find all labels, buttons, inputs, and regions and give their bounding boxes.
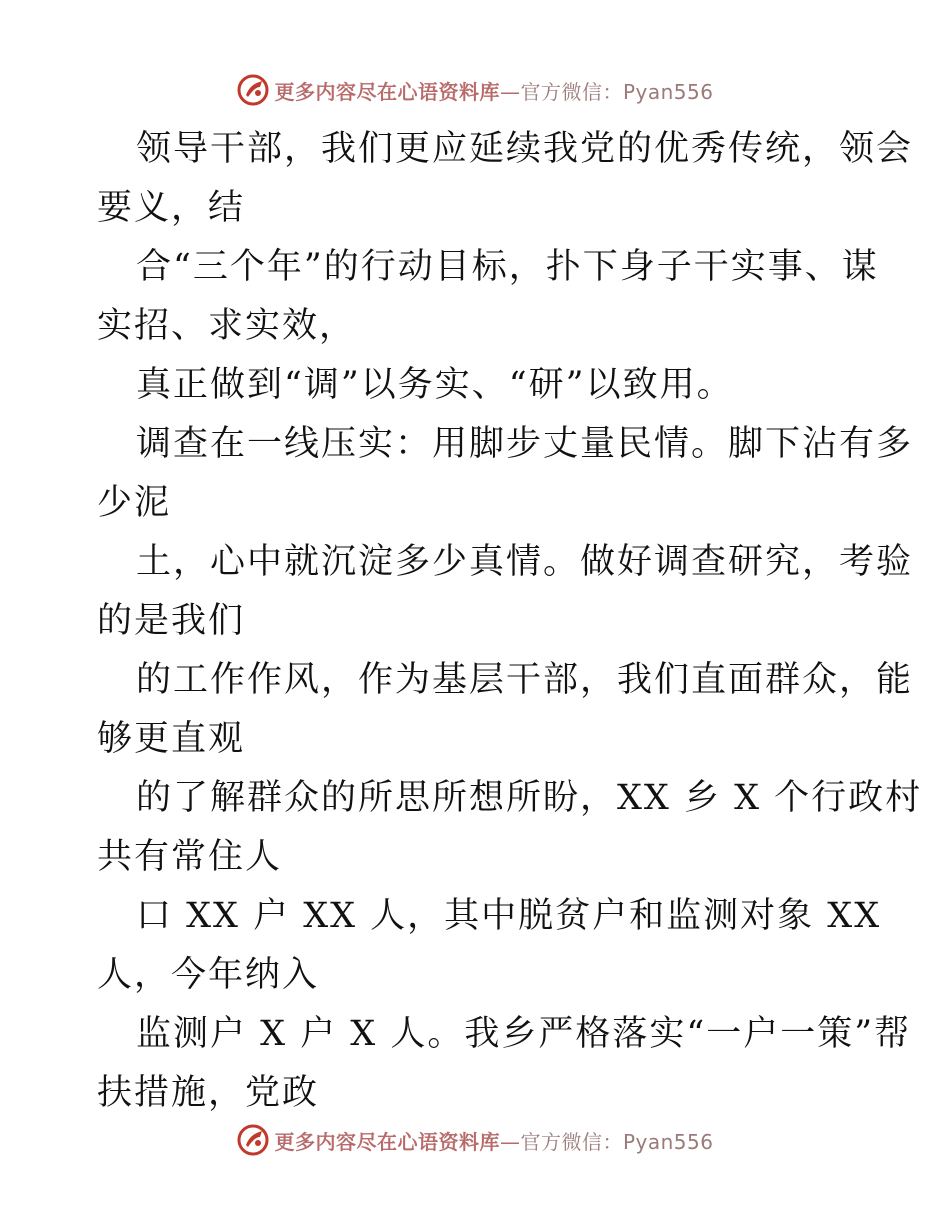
header-banner: [0, 70, 950, 110]
header-dash: —: [499, 79, 521, 104]
footer-wechat-text: 官方微信：Pyan556: [520, 1129, 714, 1154]
paragraph: 的工作作风，作为基层干部，我们直面群众，能 够更直观: [97, 660, 914, 759]
brand-logo-icon: [236, 73, 270, 107]
header-brand-text: 更多内容尽在心语资料库: [274, 79, 500, 104]
footer-banner: [0, 1120, 950, 1160]
paragraph: 土，心中就沉淀多少真情。做好调查研究，考验 的是我们: [97, 542, 914, 641]
footer-dash: —: [499, 1129, 521, 1154]
paragraph: 领导干部，我们更应延续我党的优秀传统，领会 要义，结: [97, 129, 914, 228]
paragraph: 口 XX 户 XX 人，其中脱贫户和监测对象 XX 人，今年纳入: [97, 896, 882, 995]
header-wechat-text: 官方微信：Pyan556: [520, 79, 714, 104]
paragraph: 合“三个年”的行动目标，扑下身子干实事、谋 实招、求实效，: [97, 247, 879, 346]
paragraph: 的了解群众的所思所想所盼，XX 乡 X 个行政村 共有常住人: [97, 778, 923, 877]
brand-logo-icon: [236, 1123, 270, 1157]
paragraph: 真正做到“调”以务实、“研”以致用。: [136, 365, 734, 405]
document-body: [97, 120, 923, 1123]
paragraph: 调查在一线压实：用脚步丈量民情。脚下沾有多 少泥: [97, 424, 914, 523]
footer-brand-text: 更多内容尽在心语资料库: [274, 1129, 500, 1154]
paragraph: 监测户 X 户 X 人。我乡严格落实“一户一策”帮 扶措施，党政: [97, 1014, 912, 1113]
